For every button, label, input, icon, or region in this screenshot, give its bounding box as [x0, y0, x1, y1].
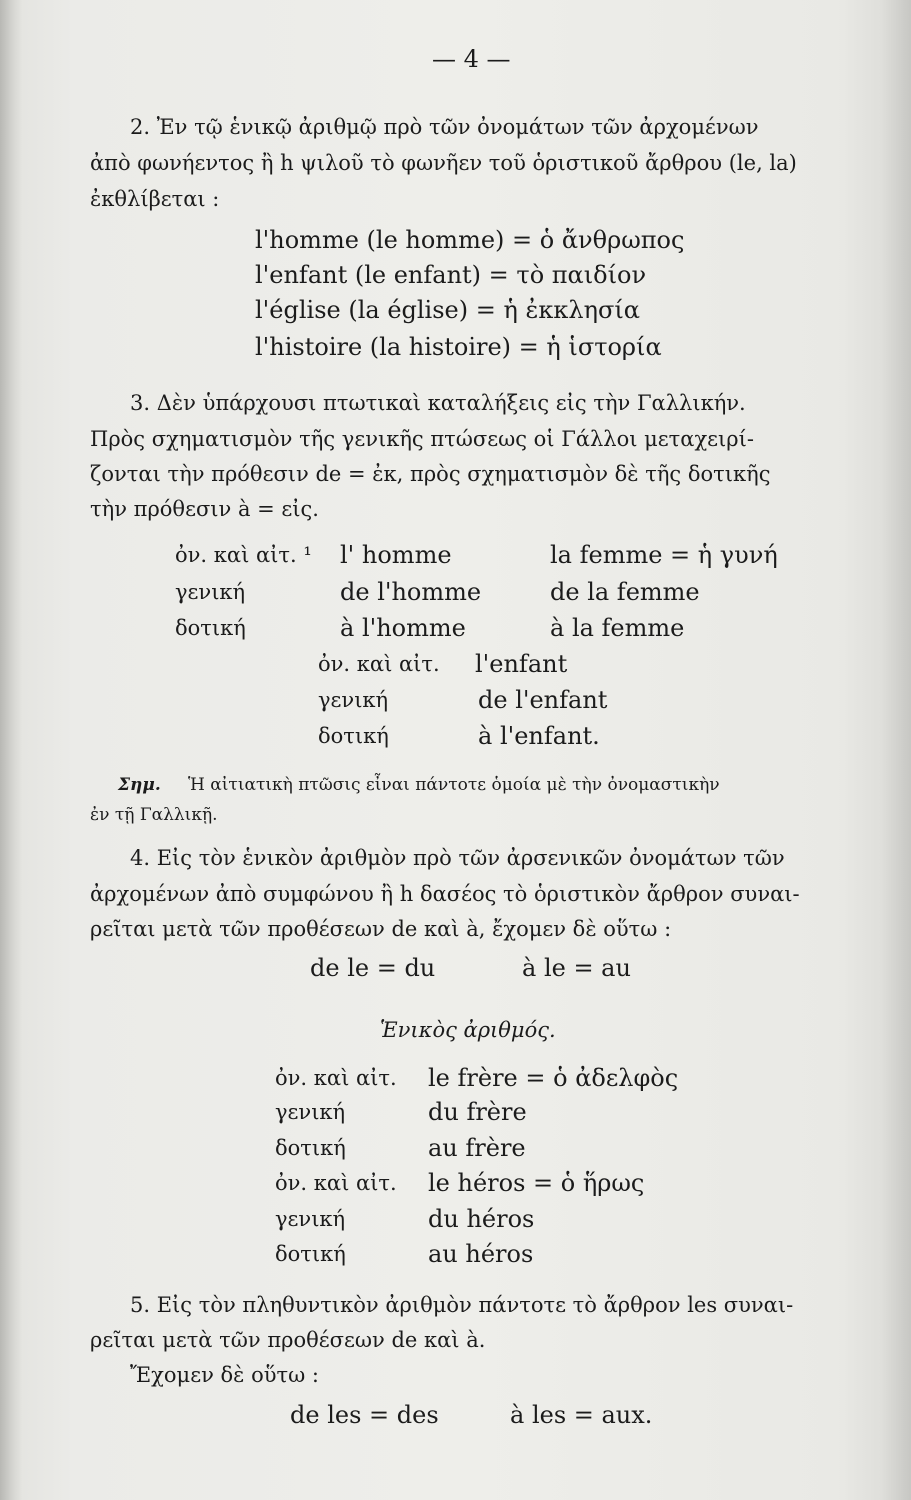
- decl2-case-dat: δοτική: [318, 724, 389, 748]
- decl3-form-4: le héros = ὁ ἥρως: [428, 1169, 645, 1197]
- section5-line2: ρεῖται μετὰ τῶν προθέσεων de καὶ à.: [90, 1328, 486, 1352]
- decl3-case-3: δοτική: [275, 1136, 346, 1160]
- decl3-case-5: γενική: [275, 1207, 346, 1231]
- section3-line1: 3. Δὲν ὑπάρχουσι πτωτικαὶ καταλήξεις εἰς τὴν Γαλλικήν.: [130, 391, 746, 415]
- decl2-enfant-nom: l'enfant: [475, 650, 568, 678]
- contraction-des: de les = des: [290, 1401, 439, 1429]
- section3-line2: Πρὸς σχηματισμὸν τῆς γενικῆς πτώσεως οἱ Γάλλοι μεταχειρί-: [90, 427, 754, 451]
- decl1-femme-dat: à la femme: [550, 614, 685, 642]
- decl1-case-dat: δοτική: [175, 616, 246, 640]
- decl3-case-4: ὀν. καὶ αἰτ.: [275, 1171, 397, 1195]
- decl3-case-1: ὀν. καὶ αἰτ.: [275, 1066, 397, 1090]
- decl1-femme-gen: de la femme: [550, 578, 700, 606]
- example-eglise: l'église (la église) = ἡ ἐκκλησία: [255, 296, 640, 324]
- section2-line2: ἀπὸ φωνήεντος ἢ h ψιλοῦ τὸ φωνῆεν τοῦ ὁριστικοῦ ἄρθρου (le, la): [90, 151, 797, 175]
- decl3-case-6: δοτική: [275, 1242, 346, 1266]
- decl2-enfant-dat: à l'enfant.: [478, 722, 600, 750]
- example-enfant: l'enfant (le enfant) = τὸ παιδίον: [255, 261, 647, 289]
- section3-line3: ζονται τὴν πρόθεσιν de = ἐκ, πρὸς σχηματισμὸν δὲ τῆς δοτικῆς: [90, 462, 771, 486]
- example-histoire: l'histoire (la histoire) = ἡ ἱστορία: [255, 333, 662, 361]
- decl2-case-gen: γενική: [318, 688, 389, 712]
- decl1-homme-dat: à l'homme: [340, 614, 466, 642]
- decl3-form-6: au héros: [428, 1240, 534, 1268]
- subheading-singular: Ἑνικὸς ἀριθμός.: [380, 1018, 556, 1042]
- note-line2: ἐν τῇ Γαλλικῇ.: [90, 805, 218, 825]
- decl3-form-3: au frère: [428, 1134, 526, 1162]
- decl1-femme-nom: la femme = ἡ γυνή: [550, 541, 778, 569]
- decl2-case-nom: ὀν. καὶ αἰτ.: [318, 652, 440, 676]
- section2-line1: 2. Ἐν τῷ ἑνικῷ ἀριθμῷ πρὸ τῶν ὀνομάτων τῶν ἀρχομένων: [130, 115, 759, 139]
- decl1-homme-gen: de l'homme: [340, 578, 482, 606]
- section3-line4: τὴν πρόθεσιν à = εἰς.: [90, 497, 319, 521]
- note-label: Σημ.: [118, 775, 161, 795]
- section4-line1: 4. Εἰς τὸν ἑνικὸν ἀριθμὸν πρὸ τῶν ἀρσενικῶν ὀνομάτων τῶν: [130, 846, 785, 870]
- contraction-aux: à les = aux.: [510, 1401, 653, 1429]
- example-homme: l'homme (le homme) = ὁ ἄνθρωπος: [255, 226, 685, 254]
- note-line1: Ἡ αἰτιατικὴ πτῶσις εἶναι πάντοτε ὁμοία μὲ τὴν ὀνομαστικὴν: [188, 775, 720, 795]
- section5-line1: 5. Εἰς τὸν πληθυντικὸν ἀριθμὸν πάντοτε τὸ ἄρθρον les συναι-: [130, 1293, 794, 1317]
- contraction-au: à le = au: [522, 954, 631, 982]
- section5-line3: Ἔχομεν δὲ οὕτω :: [130, 1363, 319, 1387]
- page-number: — 4 —: [432, 45, 511, 73]
- decl3-form-1: le frère = ὁ ἀδελφὸς: [428, 1064, 679, 1092]
- decl1-homme-nom: l' homme: [340, 541, 452, 569]
- decl2-enfant-gen: de l'enfant: [478, 686, 608, 714]
- decl1-case-gen: γενική: [175, 580, 246, 604]
- contraction-du: de le = du: [310, 954, 436, 982]
- page-edge-shadow: [881, 0, 911, 1500]
- page-binding-shadow: [0, 0, 22, 1500]
- section2-line3: ἐκθλίβεται :: [90, 187, 220, 211]
- section4-line3: ρεῖται μετὰ τῶν προθέσεων de καὶ à, ἔχομεν δὲ οὕτω :: [90, 917, 672, 941]
- decl3-form-2: du frère: [428, 1098, 527, 1126]
- decl1-case-nom: ὀν. καὶ αἰτ. ¹: [175, 543, 312, 567]
- section4-line2: ἀρχομένων ἀπὸ συμφώνου ἢ h δασέος τὸ ὁριστικὸν ἄρθρον συναι-: [90, 882, 800, 906]
- decl3-case-2: γενική: [275, 1100, 346, 1124]
- decl3-form-5: du héros: [428, 1205, 535, 1233]
